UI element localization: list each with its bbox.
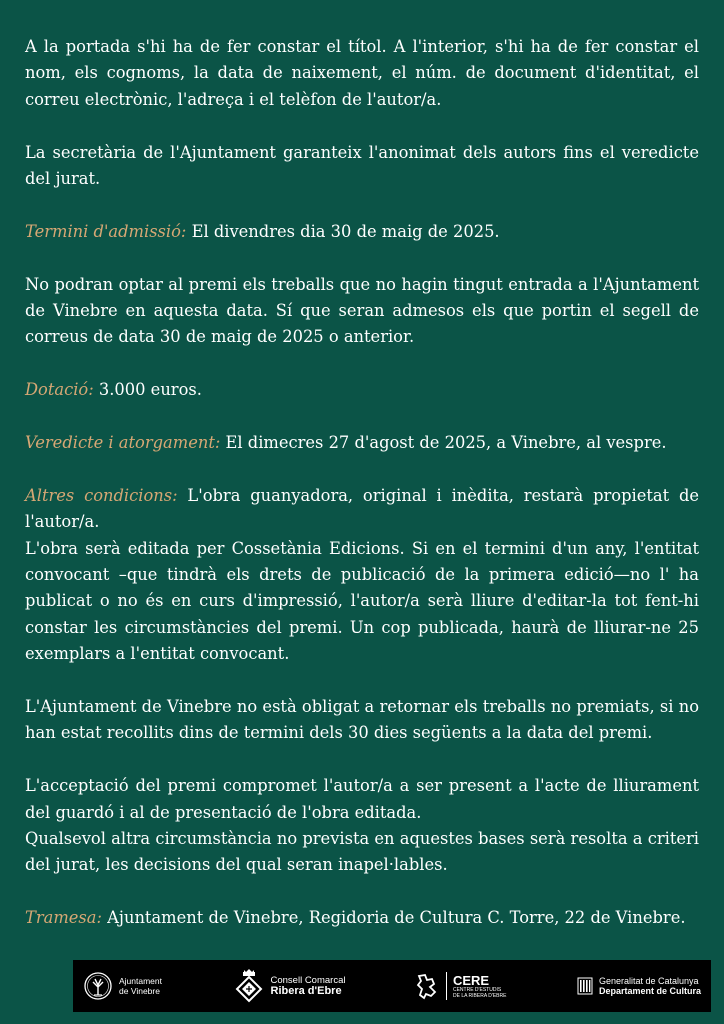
cere-line1: CENTRE D'ESTUDIS: [452, 986, 502, 993]
paragraph-title-requirements: A la portada s'hi ha de fer constar el títol. A l'interior, s'hi ha de fer constar el nom, els cognoms, la data de naixement, el núm. de document d'identitat, el correu electrònic, l'adreça i el telèfon de l'autor/a.: [25, 37, 699, 109]
paragraph-prize: [25, 377, 699, 403]
publishing-text: L'obra serà editada per Cossetània Edicions. Si en el termini d'un any, l'entitat convocant –que tindrà els drets de publicació de la primera edició—no l' ha publicat o no és en curs d'impressió, l'autor/a serà lliure d'editar-la tot fent-hi constar les circumstàncies del premi. Un cop publicada, haurà de lliurar-ne 25 exemplars a l'entitat convocant.: [25, 538, 699, 664]
generalitat-bars-icon: [577, 977, 593, 995]
generalitat-text: [599, 976, 701, 996]
paragraph-submission: [25, 905, 699, 931]
prize-text: 3.000 euros.: [93, 380, 202, 400]
ajuntament-text: [119, 976, 162, 996]
sponsor-footer: [73, 960, 711, 1012]
tree-seal-icon: [83, 971, 113, 1001]
jury-text: Qualsevol altra circumstància no prevista en aquestes bases serà resolta a criteri del jurat, les decisions del qual seran inapel·lables.: [25, 829, 699, 875]
ajuntament-logo: [83, 971, 162, 1001]
paragraph-eligibility: No podran optar al premi els treballs que no hagin tingut entrada a l'Ajuntament de Vinebre en aquesta data. Sí que seran admesos els que portin el segell de correus de data 30 de maig de 2025 o anterior.: [25, 274, 699, 347]
ajuntament-line2: de Vinebre: [119, 986, 160, 996]
paragraph-acceptance: [25, 773, 699, 879]
consell-line2: Ribera d'Ebre: [270, 985, 342, 997]
paragraph-verdict: [25, 430, 699, 456]
paragraph-anonymity: La secretària de l'Ajuntament garanteix l'anonimat dels autors fins el veredicte del jurat.: [25, 142, 699, 189]
cere-separator: [446, 972, 447, 1000]
other-conditions-label: Altres condicions:: [25, 485, 178, 505]
generalitat-line2: Departament de Cultura: [598, 986, 701, 996]
deadline-label: Termini d'admissió:: [25, 221, 187, 241]
paragraph-return: L'Ajuntament de Vinebre no està obligat a retornar els treballs no premiats, si no han estat recollits dins de termini dels 30 dies següents a la data del premi.: [25, 697, 699, 743]
deadline-text: El divendres dia 30 de maig de 2025.: [186, 221, 500, 241]
cere-line2: DE LA RIBERA D'EBRE: [452, 992, 507, 999]
submission-label: Tramesa:: [25, 908, 102, 928]
coat-of-arms-icon: [233, 968, 265, 1004]
consell-comarcal-text: [271, 975, 346, 997]
consell-comarcal-logo: [233, 968, 346, 1004]
document-body: [25, 34, 699, 958]
ajuntament-line1: Ajuntament: [119, 976, 162, 986]
verdict-text: El dimecres 27 d'agost de 2025, a Vinebre, al vespre.: [220, 433, 667, 453]
consell-line1: Consell Comarcal: [270, 975, 346, 986]
verdict-label: Veredicte i atorgament:: [25, 433, 221, 453]
cere-logo: [416, 972, 506, 1000]
paragraph-deadline: [25, 219, 699, 245]
paragraph-other-conditions: [25, 483, 699, 668]
submission-text: Ajuntament de Vinebre, Regidoria de Cultura C. Torre, 22 de Vinebre.: [101, 908, 686, 928]
acceptance-text: L'acceptació del premi compromet l'autor/a a ser present a l'acte de lliurament del guardó i al de presentació de l'obra editada.: [25, 776, 699, 822]
other-conditions-text: L'obra guanyadora, original i inèdita, restarà propietat de l'autor/a.: [25, 485, 700, 532]
cere-text: [453, 974, 506, 999]
generalitat-logo: [577, 976, 701, 996]
generalitat-line1: Generalitat de Catalunya: [598, 976, 699, 986]
river-map-icon: [416, 972, 440, 1000]
prize-label: Dotació:: [25, 380, 94, 400]
cere-title: CERE: [452, 972, 490, 988]
